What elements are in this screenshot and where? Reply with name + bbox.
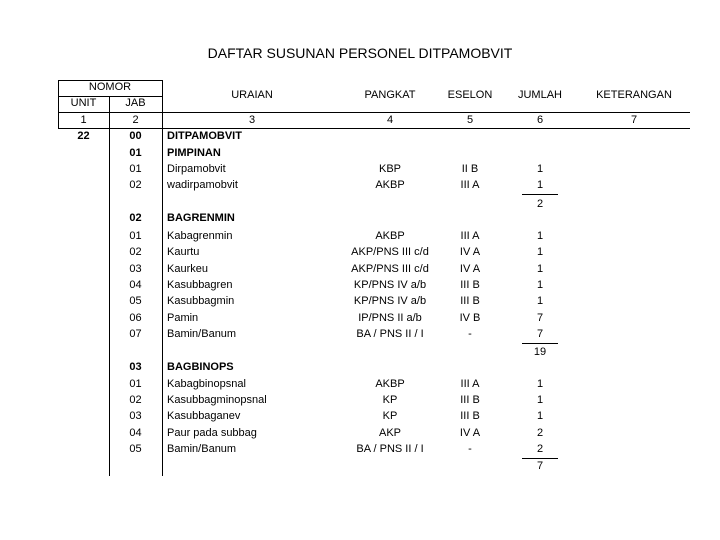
pangkat-cell: IP/PNS II a/b <box>358 312 422 324</box>
header-unit: UNIT <box>70 97 97 109</box>
uraian-cell: Paur pada subbag <box>167 427 257 439</box>
eselon-cell: IV A <box>459 427 481 439</box>
pangkat-cell: KP/PNS IV a/b <box>353 295 427 307</box>
column-number: 1 <box>80 114 87 126</box>
header-pangkat: PANGKAT <box>364 89 416 101</box>
table-top-border <box>58 80 162 81</box>
jumlah-cell: 1 <box>536 279 544 291</box>
jab-cell: 01 <box>129 147 142 159</box>
pangkat-cell: KP <box>382 394 398 406</box>
subtotal-line <box>522 194 558 195</box>
jumlah-cell: 7 <box>536 328 544 340</box>
jumlah-cell: 2 <box>536 443 544 455</box>
pangkat-cell: BA / PNS II / I <box>356 328 424 340</box>
uraian-cell: Kabagrenmin <box>167 230 233 242</box>
uraian-cell: Kabagbinopsnal <box>167 378 246 390</box>
column-number: 5 <box>466 114 474 126</box>
jumlah-cell: 1 <box>536 230 544 242</box>
eselon-cell: IV A <box>459 263 481 275</box>
jab-cell: 00 <box>129 130 142 142</box>
header-jumlah: JUMLAH <box>517 89 562 101</box>
pangkat-cell: AKBP <box>375 179 405 191</box>
jumlah-cell: 1 <box>536 378 544 390</box>
eselon-cell: - <box>468 328 472 340</box>
pangkat-cell: AKBP <box>375 378 405 390</box>
eselon-cell: III A <box>460 230 480 242</box>
pangkat-cell: AKP/PNS III c/d <box>351 263 429 275</box>
uraian-cell: Kasubbagmin <box>167 295 235 307</box>
eselon-cell: III B <box>460 279 480 291</box>
jumlah-cell: 1 <box>536 263 544 275</box>
jab-cell: 03 <box>129 263 142 275</box>
jab-cell: 01 <box>129 378 142 390</box>
jumlah-cell: 1 <box>536 163 544 175</box>
jab-cell: 06 <box>129 312 142 324</box>
header-eselon: ESELON <box>447 89 493 101</box>
header-bottom-border <box>58 112 690 113</box>
eselon-cell: II B <box>461 163 479 175</box>
column-number: 4 <box>386 114 394 126</box>
unit-value: 22 <box>77 130 90 142</box>
pangkat-cell: KP/PNS IV a/b <box>353 279 427 291</box>
jumlah-cell: 1 <box>536 179 544 191</box>
uraian-cell: Bamin/Banum <box>167 443 237 455</box>
column-number: 6 <box>536 114 544 126</box>
jumlah-subtotal-cell: 19 <box>533 346 547 358</box>
uraian-cell: BAGRENMIN <box>167 212 235 224</box>
jab-uraian-divider <box>162 80 163 476</box>
jumlah-cell: 1 <box>536 410 544 422</box>
jab-cell: 03 <box>129 361 142 373</box>
uraian-cell: Kasubbaganev <box>167 410 241 422</box>
jab-cell: 05 <box>129 295 142 307</box>
jumlah-cell: 1 <box>536 295 544 307</box>
column-number: 3 <box>248 114 256 126</box>
header-keterangan: KETERANGAN <box>596 89 672 101</box>
column-number: 7 <box>630 114 638 126</box>
jab-cell: 02 <box>129 246 142 258</box>
uraian-cell: Kaurkeu <box>167 263 208 275</box>
jab-cell: 04 <box>129 427 142 439</box>
jab-cell: 04 <box>129 279 142 291</box>
header-nomor: NOMOR <box>88 81 132 93</box>
jab-cell: 01 <box>129 230 142 242</box>
jab-cell: 07 <box>129 328 142 340</box>
uraian-cell: Dirpamobvit <box>167 163 226 175</box>
jumlah-cell: 1 <box>536 246 544 258</box>
eselon-cell: III B <box>460 410 480 422</box>
uraian-cell: Kasubbagminopsnal <box>167 394 267 406</box>
header-uraian: URAIAN <box>231 89 273 101</box>
uraian-cell: wadirpamobvit <box>167 179 238 191</box>
uraian-cell: Kaurtu <box>167 246 200 258</box>
jumlah-cell: 7 <box>536 312 544 324</box>
jumlah-cell: 2 <box>536 427 544 439</box>
eselon-cell: III A <box>460 179 480 191</box>
uraian-cell: Bamin/Banum <box>167 328 237 340</box>
jab-cell: 02 <box>129 394 142 406</box>
jumlah-subtotal-cell: 7 <box>536 460 544 472</box>
uraian-cell: Kasubbagren <box>167 279 233 291</box>
pangkat-cell: AKBP <box>375 230 405 242</box>
eselon-cell: III B <box>460 295 480 307</box>
eselon-cell: - <box>468 443 472 455</box>
jab-cell: 02 <box>129 179 142 191</box>
eselon-cell: IV A <box>459 246 481 258</box>
header-nomor-divider <box>58 96 162 97</box>
eselon-cell: IV B <box>459 312 481 324</box>
header-jab: JAB <box>125 97 146 109</box>
uraian-cell: DITPAMOBVIT <box>167 130 242 142</box>
jumlah-subtotal-cell: 2 <box>536 198 544 210</box>
uraian-cell: Pamin <box>167 312 199 324</box>
jab-cell: 03 <box>129 410 142 422</box>
pangkat-cell: AKP/PNS III c/d <box>351 246 429 258</box>
pangkat-cell: BA / PNS II / I <box>356 443 424 455</box>
pangkat-cell: KBP <box>378 163 401 175</box>
pangkat-cell: AKP <box>378 427 401 439</box>
jumlah-cell: 1 <box>536 394 544 406</box>
document-title: DAFTAR SUSUNAN PERSONEL DITPAMOBVIT <box>207 45 513 61</box>
eselon-cell: III A <box>460 378 480 390</box>
pangkat-cell: KP <box>382 410 398 422</box>
jab-cell: 01 <box>129 163 142 175</box>
jab-cell: 05 <box>129 443 142 455</box>
uraian-cell: BAGBINOPS <box>167 361 234 373</box>
jab-cell: 02 <box>129 212 142 224</box>
column-number: 2 <box>132 114 139 126</box>
uraian-cell: PIMPINAN <box>167 147 221 159</box>
table-left-border <box>58 80 59 129</box>
eselon-cell: III B <box>460 394 480 406</box>
